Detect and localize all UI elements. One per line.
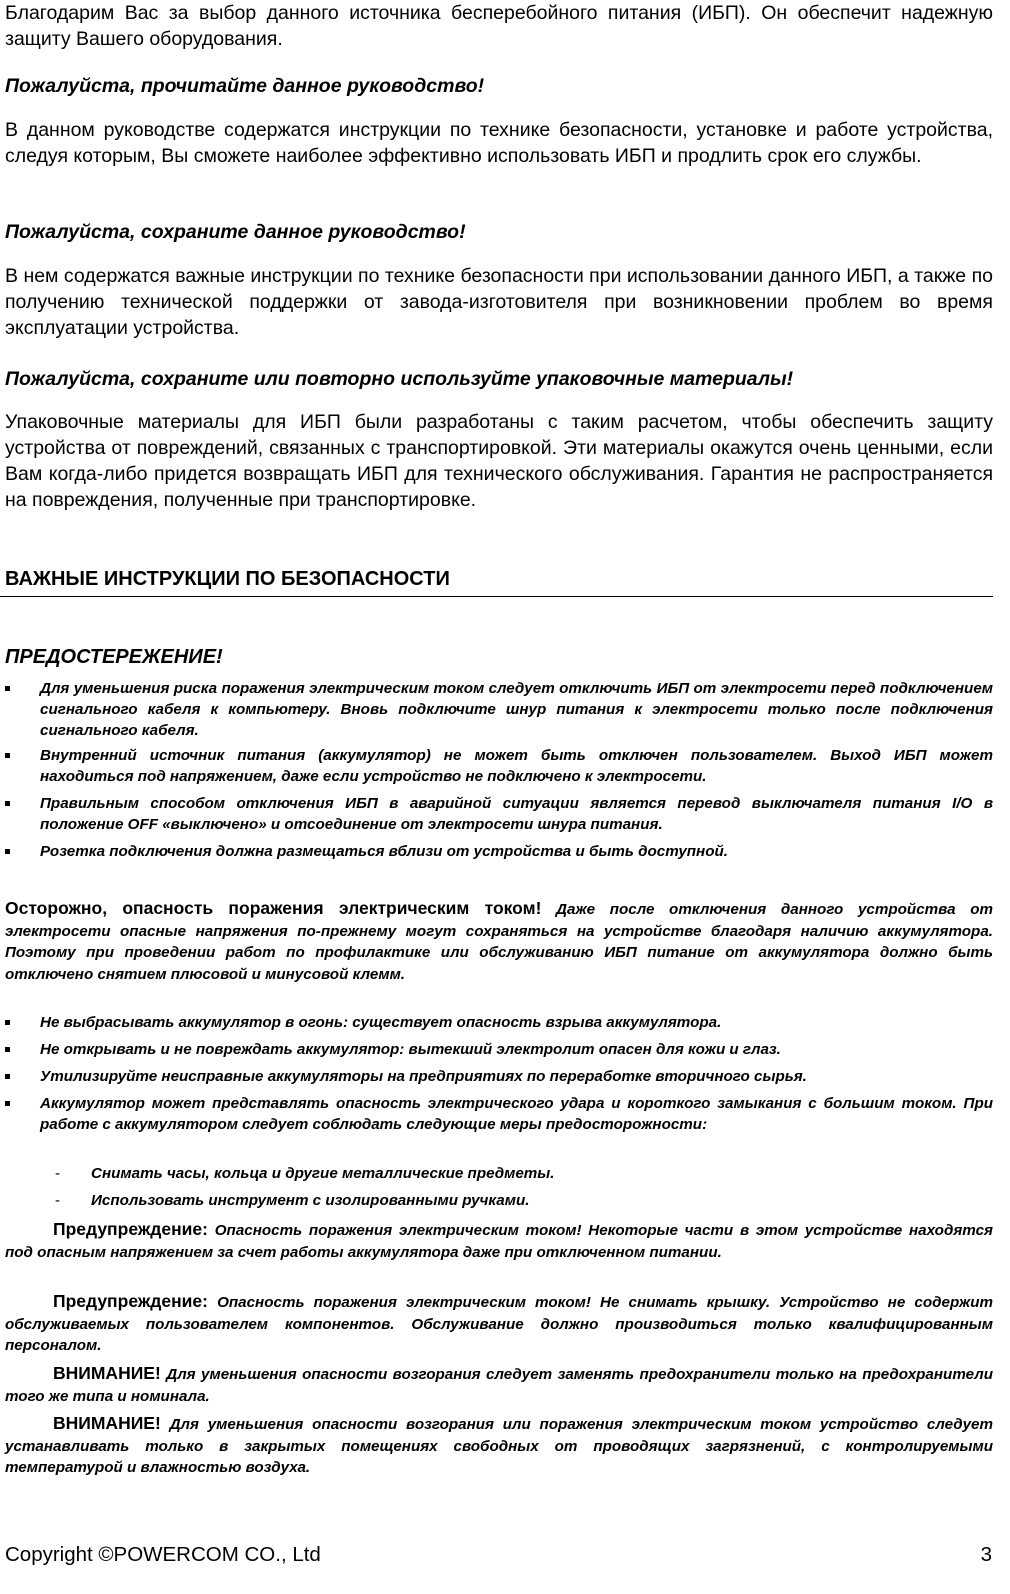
attention-lead: ВНИМАНИЕ! bbox=[53, 1413, 161, 1433]
intro-paragraph-3: В нем содержатся важные инструкции по технике безопасности при использовании данного ИБП, а также по получению технической поддержки от завода-изготовителя при возникновении проблем во время эксплуатации устройства. bbox=[5, 265, 993, 339]
bullet-icon bbox=[5, 801, 10, 806]
intro-paragraph-1: Благодарим Вас за выбор данного источника бесперебойного питания (ИБП). Он обеспечит надежную защиту Вашего оборудования. bbox=[5, 2, 993, 50]
bullet-icon bbox=[5, 753, 10, 758]
intro-paragraph-4: Упаковочные материалы для ИБП были разработаны с таким расчетом, чтобы обеспечить защиту устройства от повреждений, связанных с транспортировкой. Эти материалы окажутся очень ценными, если Вам когда-либо придется возвращать ИБП для технического обслуживания. Гарантия не распространяется на повреждения, полученные при транспортировке. bbox=[5, 411, 993, 511]
warning-text: Опасность поражения электрическим током! Не снимать крышку. Устройство не содержит обслуживаемых пользователем компонентов. Обслуживание должно производиться только квалифицированным персоналом. bbox=[5, 1294, 993, 1354]
caution-heading: ПРЕДОСТЕРЕЖЕНИЕ! bbox=[5, 646, 223, 668]
precaution-item: - Снимать часы, кольца и другие металлические предметы. bbox=[55, 1165, 555, 1182]
shock-warning bbox=[5, 898, 993, 985]
heading-read-manual: Пожалуйста, прочитайте данное руководство! bbox=[5, 75, 485, 97]
attention-text: Для уменьшения опасности возгорания следует заменять предохранители только на предохранители того же типа и номинала. bbox=[5, 1366, 993, 1405]
section-divider bbox=[0, 596, 993, 597]
warning-paragraph-2 bbox=[5, 1291, 993, 1357]
heading-packaging: Пожалуйста, сохраните или повторно используйте упаковочные материалы! bbox=[5, 368, 794, 390]
shock-warning-lead: Осторожно, опасность поражения электрическим током! bbox=[5, 898, 542, 918]
bullet-icon bbox=[5, 1047, 10, 1052]
caution-list bbox=[5, 678, 993, 862]
section-title: ВАЖНЫЕ ИНСТРУКЦИИ ПО БЕЗОПАСНОСТИ bbox=[5, 568, 450, 590]
warning-lead: Предупреждение: bbox=[53, 1219, 208, 1239]
footer-copyright: Copyright ©POWERCOM CO., Ltd bbox=[5, 1543, 321, 1566]
battery-item: Не выбрасывать аккумулятор в огонь: существует опасность взрыва аккумулятора. bbox=[5, 1012, 993, 1033]
bullet-icon bbox=[5, 1020, 10, 1025]
shock-warning-text: Даже после отключения данного устройства от электросети опасные напряжения по-прежнему могут сохраняться на устройстве благодаря наличию аккумулятора. Поэтому при проведении работ по профилактике или обслуживанию ИБП питание от аккумулятора должно быть отключено снятием плюсовой и минусовой клемм. bbox=[5, 901, 993, 983]
bullet-icon bbox=[5, 686, 10, 691]
caution-item: Внутренний источник питания (аккумулятор) не может быть отключен пользователем. Выход ИБП может находиться под напряжением, даже если устройство не подключено к электросети. bbox=[5, 745, 993, 787]
footer-page-number: 3 bbox=[980, 1543, 992, 1566]
warning-lead: Предупреждение: bbox=[53, 1291, 208, 1311]
battery-list bbox=[5, 1012, 993, 1135]
battery-item: Аккумулятор может представлять опасность электрического удара и короткого замыкания с большим током. При работе с аккумулятором следует соблюдать следующие меры предосторожности: bbox=[5, 1093, 993, 1135]
precaution-item: - Использовать инструмент с изолированными ручками. bbox=[55, 1192, 530, 1209]
caution-item: Розетка подключения должна размещаться вблизи от устройства и быть доступной. bbox=[5, 841, 993, 862]
caution-item: Для уменьшения риска поражения электрическим током следует отключить ИБП от электросети перед подключением сигнального кабеля к компьютеру. Вновь подключите шнур питания к электросети только после подключения сигнального кабеля. bbox=[5, 678, 993, 741]
caution-item: Правильным способом отключения ИБП в аварийной ситуации является перевод выключателя питания I/O в положение OFF «выключено» и отсоединение от электросети шнура питания. bbox=[5, 793, 993, 835]
attention-paragraph-1 bbox=[5, 1363, 993, 1407]
bullet-icon bbox=[5, 1074, 10, 1079]
bullet-icon bbox=[5, 1101, 10, 1106]
bullet-icon bbox=[5, 849, 10, 854]
warning-text: Опасность поражения электрическим током! Некоторые части в этом устройстве находятся под опасным напряжением за счет работы аккумулятора даже при отключенном питании. bbox=[5, 1222, 993, 1261]
intro-paragraph-2: В данном руководстве содержатся инструкции по технике безопасности, установке и работе устройства, следуя которым, Вы сможете наиболее эффективно использовать ИБП и продлить срок его службы. bbox=[5, 119, 993, 167]
attention-text: Для уменьшения опасности возгорания или поражения электрическим током устройство следует устанавливать только в закрытых помещениях свободных от проводящих загрязнений, с контролируемыми температурой и влажностью воздуха. bbox=[5, 1416, 993, 1476]
precaution-list bbox=[5, 1163, 993, 1211]
attention-lead: ВНИМАНИЕ! bbox=[53, 1363, 161, 1383]
battery-item: Утилизируйте неисправные аккумуляторы на предприятиях по переработке вторичного сырья. bbox=[5, 1066, 993, 1087]
attention-paragraph-2 bbox=[5, 1413, 993, 1479]
battery-item: Не открывать и не повреждать аккумулятор: вытекший электролит опасен для кожи и глаз. bbox=[5, 1039, 993, 1060]
heading-keep-manual: Пожалуйста, сохраните данное руководство! bbox=[5, 221, 466, 243]
warning-paragraph-1 bbox=[5, 1219, 993, 1263]
